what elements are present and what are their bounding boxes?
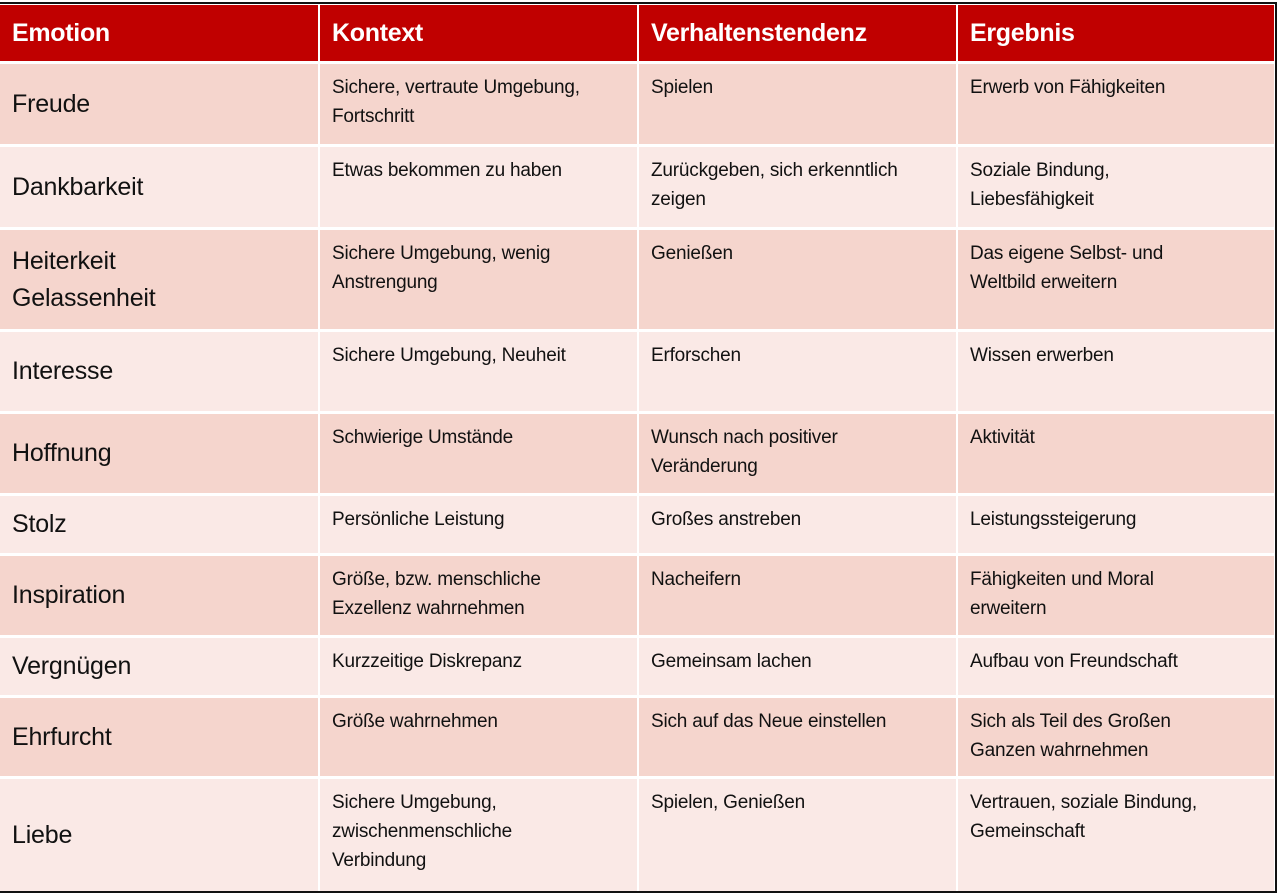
emotion-label: Stolz <box>12 510 67 538</box>
ergebnis-cell <box>958 64 1274 144</box>
emotion-cell <box>0 779 318 891</box>
table-row <box>0 698 1274 776</box>
verhalten-line: Nacheifern <box>651 569 741 590</box>
ergebnis-cell <box>958 147 1274 227</box>
verhalten-line: Großes anstreben <box>651 509 801 530</box>
ergebnis-line: Aufbau von Freundschaft <box>970 651 1178 672</box>
kontext-line: Kurzzeitige Diskrepanz <box>332 651 522 672</box>
emotion-label: Heiterkeit <box>12 246 116 275</box>
ergebnis-line: erweitern <box>970 598 1047 619</box>
kontext-line: Etwas bekommen zu haben <box>332 160 562 181</box>
emotion-cell <box>0 556 318 635</box>
kontext-line: Sichere Umgebung, <box>332 792 497 813</box>
ergebnis-line: Das eigene Selbst- und <box>970 243 1164 264</box>
kontext-cell <box>320 698 637 776</box>
verhalten-cell <box>639 496 956 553</box>
verhalten-cell <box>639 698 956 776</box>
ergebnis-line: Vertrauen, soziale Bindung, <box>970 792 1197 813</box>
kontext-line: zwischenmenschliche <box>332 821 512 842</box>
ergebnis-cell <box>958 332 1274 411</box>
emotion-label: Hoffnung <box>12 439 112 467</box>
ergebnis-line: Soziale Bindung, <box>970 160 1110 181</box>
ergebnis-line: Leistungssteigerung <box>970 509 1137 530</box>
ergebnis-cell <box>958 638 1274 695</box>
table-body <box>0 64 1274 891</box>
emotion-cell <box>0 698 318 776</box>
kontext-cell <box>320 779 637 891</box>
ergebnis-line: Aktivität <box>970 427 1035 448</box>
header-emotion: Emotion <box>0 5 318 61</box>
ergebnis-line: Liebesfähigkeit <box>970 189 1094 210</box>
verhalten-cell <box>639 332 956 411</box>
kontext-cell <box>320 638 637 695</box>
emotion-label: Interesse <box>12 357 114 385</box>
table-row <box>0 332 1274 411</box>
emotions-table <box>0 2 1276 894</box>
emotion-label: Ehrfurcht <box>12 722 112 751</box>
header-verhaltenstendenz: Verhaltenstendenz <box>639 5 956 61</box>
kontext-cell <box>320 556 637 635</box>
ergebnis-cell <box>958 414 1274 493</box>
kontext-line: Persönliche Leistung <box>332 509 505 530</box>
emotion-label: Freude <box>12 89 91 118</box>
verhalten-line: Veränderung <box>651 456 758 477</box>
emotion-cell <box>0 147 318 227</box>
ergebnis-cell <box>958 698 1274 776</box>
header-ergebnis: Ergebnis <box>958 5 1274 61</box>
verhalten-cell <box>639 230 956 329</box>
verhalten-cell <box>639 779 956 891</box>
kontext-line: Verbindung <box>332 850 427 871</box>
kontext-line: Schwierige Umstände <box>332 427 514 448</box>
emotion-cell <box>0 414 318 493</box>
emotion-cell <box>0 496 318 553</box>
header-row <box>0 5 1274 61</box>
verhalten-cell <box>639 147 956 227</box>
verhalten-cell <box>639 64 956 144</box>
emotion-label: Liebe <box>12 820 73 849</box>
ergebnis-cell <box>958 779 1274 891</box>
verhalten-line: Sich auf das Neue einstellen <box>651 711 887 732</box>
ergebnis-cell <box>958 496 1274 553</box>
emotion-cell <box>0 230 318 329</box>
table-row <box>0 64 1274 144</box>
table-row <box>0 414 1274 493</box>
verhalten-cell <box>639 556 956 635</box>
table-row <box>0 147 1274 227</box>
verhalten-line: Spielen <box>651 77 713 98</box>
kontext-line: Größe, bzw. menschliche <box>332 569 541 590</box>
verhalten-cell <box>639 638 956 695</box>
ergebnis-line: Sich als Teil des Großen <box>970 711 1171 732</box>
verhalten-line: zeigen <box>651 189 706 210</box>
kontext-cell <box>320 147 637 227</box>
kontext-line: Sichere Umgebung, Neuheit <box>332 345 566 366</box>
kontext-cell <box>320 496 637 553</box>
emotion-cell <box>0 332 318 411</box>
emotion-cell <box>0 638 318 695</box>
ergebnis-cell <box>958 230 1274 329</box>
table-row <box>0 638 1274 695</box>
emotion-label: Inspiration <box>12 581 126 609</box>
header-kontext: Kontext <box>320 5 637 61</box>
emotion-label: Gelassenheit <box>12 283 156 312</box>
table-row <box>0 779 1274 891</box>
verhalten-line: Zurückgeben, sich erkenntlich <box>651 160 898 181</box>
kontext-line: Exzellenz wahrnehmen <box>332 598 525 619</box>
table-row <box>0 230 1274 329</box>
kontext-line: Größe wahrnehmen <box>332 711 498 732</box>
kontext-cell <box>320 414 637 493</box>
ergebnis-line: Ganzen wahrnehmen <box>970 740 1149 761</box>
verhalten-cell <box>639 414 956 493</box>
kontext-cell <box>320 230 637 329</box>
kontext-line: Sichere Umgebung, wenig <box>332 243 551 264</box>
ergebnis-line: Erwerb von Fähigkeiten <box>970 77 1166 98</box>
ergebnis-line: Fähigkeiten und Moral <box>970 569 1154 590</box>
kontext-line: Sichere, vertraute Umgebung, <box>332 77 580 98</box>
emotion-label: Vergnügen <box>12 652 132 680</box>
kontext-cell <box>320 64 637 144</box>
ergebnis-line: Weltbild erweitern <box>970 272 1118 293</box>
table-row <box>0 496 1274 553</box>
verhalten-line: Erforschen <box>651 345 741 366</box>
ergebnis-line: Wissen erwerben <box>970 345 1114 366</box>
verhalten-line: Genießen <box>651 243 733 264</box>
kontext-line: Anstrengung <box>332 272 438 293</box>
emotion-cell <box>0 64 318 144</box>
kontext-cell <box>320 332 637 411</box>
verhalten-line: Gemeinsam lachen <box>651 651 812 672</box>
ergebnis-line: Gemeinschaft <box>970 821 1085 842</box>
verhalten-line: Wunsch nach positiver <box>651 427 838 448</box>
emotion-label: Dankbarkeit <box>12 172 144 201</box>
kontext-line: Fortschritt <box>332 106 415 127</box>
table-row <box>0 556 1274 635</box>
ergebnis-cell <box>958 556 1274 635</box>
verhalten-line: Spielen, Genießen <box>651 792 805 813</box>
